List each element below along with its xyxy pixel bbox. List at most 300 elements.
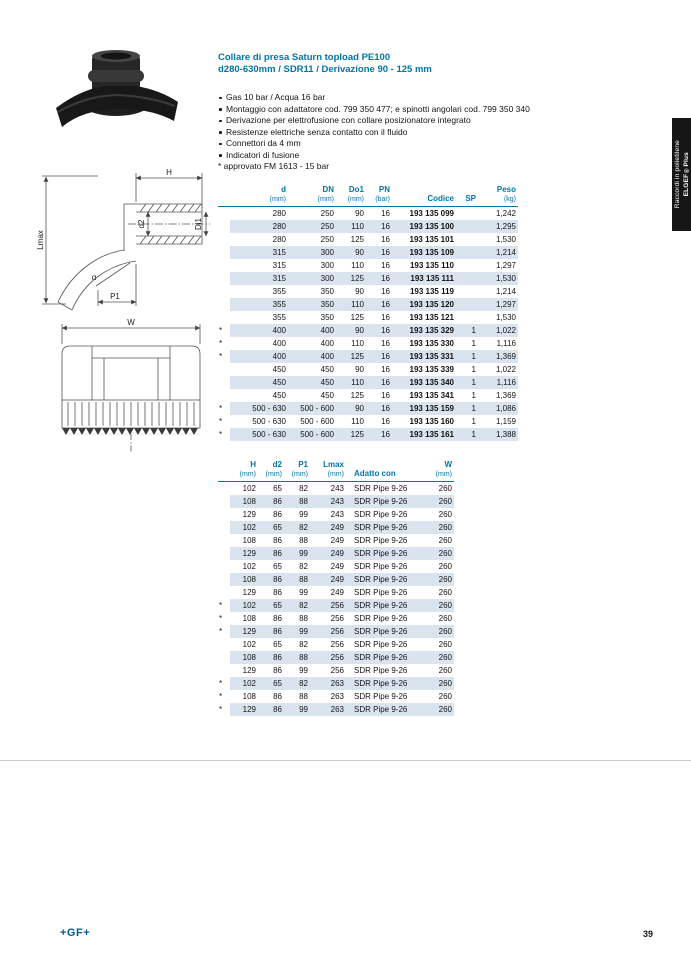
cell-d: 280 (272, 209, 286, 218)
cell-pn: 16 (381, 287, 390, 296)
cell-d2: 86 (273, 614, 282, 623)
column-header-lmax: Lmax (mm) (310, 460, 346, 482)
cell-adatto-con: SDR Pipe 9-26 (346, 573, 424, 586)
cell-do1: 90 (336, 402, 366, 415)
cell-p1: 99 (299, 588, 308, 597)
table-row (218, 612, 454, 625)
dimension-label-h: H (166, 168, 172, 177)
cell-d2: 86 (273, 510, 282, 519)
cell-codice: 193 135 161 (392, 428, 456, 441)
cell-w: 260 (424, 651, 454, 664)
cell-sp: 1 (456, 402, 478, 415)
cell-lmax: 263 (330, 692, 344, 701)
cell-fm-star: * (219, 614, 223, 623)
cell-dn: 300 (320, 261, 334, 270)
feature-list (218, 92, 673, 173)
cell-p1: 99 (284, 703, 310, 716)
cell-w: 260 (438, 692, 452, 701)
cell-peso: 1,388 (478, 428, 518, 441)
cell-h: 108 (242, 536, 256, 545)
cell-w: 260 (438, 588, 452, 597)
cell-fm-star (218, 246, 230, 259)
table-row (218, 428, 518, 441)
cell-adatto-con: SDR Pipe 9-26 (354, 640, 408, 649)
cell-p1: 99 (284, 625, 310, 638)
cell-pn: 16 (381, 391, 390, 400)
cell-adatto-con: SDR Pipe 9-26 (346, 495, 424, 508)
cell-pn: 16 (366, 324, 392, 337)
cell-codice: 193 135 331 (392, 350, 456, 363)
column-header-pn: PN (bar) (366, 185, 392, 207)
fm-approval-note: * approvato FM 1613 - 15 bar (218, 161, 330, 171)
cell-d: 315 (272, 261, 286, 270)
bullet-icon (219, 120, 222, 123)
feature-item (218, 115, 673, 127)
cell-d: 450 (272, 391, 286, 400)
cell-fm-star: * (219, 692, 223, 701)
side-tab-category-label: Raccordi in polietilene (673, 140, 681, 209)
cell-adatto-con: SDR Pipe 9-26 (354, 588, 408, 597)
cell-w: 260 (438, 510, 452, 519)
cell-pn: 16 (381, 209, 390, 218)
cell-fm-star (218, 298, 230, 311)
cell-adatto-con: SDR Pipe 9-26 (354, 484, 408, 493)
side-tab-product-line-label: ELGEF®Plus (682, 152, 690, 197)
cell-fm-star: * (218, 402, 230, 415)
cell-d: 355 (272, 313, 286, 322)
column-header-do1: Do1 (mm) (336, 185, 366, 207)
cell-w: 260 (424, 495, 454, 508)
table-row (218, 311, 518, 324)
cell-fm-star (218, 586, 230, 599)
cell-do1: 110 (336, 298, 366, 311)
cell-p1: 82 (299, 640, 308, 649)
cell-w: 260 (438, 666, 452, 675)
bullet-icon (219, 97, 222, 100)
cell-dn: 500 - 600 (300, 417, 334, 426)
cell-sp (456, 259, 478, 272)
bullet-icon (219, 131, 222, 134)
cell-dn: 350 (320, 313, 334, 322)
table-row (218, 625, 454, 638)
cell-pn: 16 (366, 428, 392, 441)
cell-d2: 65 (273, 640, 282, 649)
cell-pn: 16 (381, 365, 390, 374)
column-header-d: d (mm) (230, 185, 288, 207)
cell-adatto-con: SDR Pipe 9-26 (354, 562, 408, 571)
dimension-label-di1: Di1 (194, 217, 203, 231)
cell-sp: 1 (456, 350, 478, 363)
product-photo (52, 46, 182, 143)
feature-item (218, 138, 673, 150)
cell-d2: 65 (273, 562, 282, 571)
cell-h: 129 (230, 547, 258, 560)
cell-adatto-con: SDR Pipe 9-26 (354, 536, 408, 545)
table-row (218, 573, 454, 586)
cell-d: 355 (230, 298, 288, 311)
spec-table-installation (218, 460, 454, 716)
column-header-codice: Codice (392, 185, 456, 207)
cell-fm-star: * (218, 703, 230, 716)
table-row (218, 677, 454, 690)
cell-h: 108 (230, 495, 258, 508)
cell-codice: 193 135 330 (409, 339, 454, 348)
cell-p1: 88 (299, 536, 308, 545)
cell-pn: 16 (381, 235, 390, 244)
cell-codice: 193 135 121 (409, 313, 454, 322)
cell-d: 450 (230, 376, 288, 389)
cell-fm-star: * (218, 625, 230, 638)
cell-codice: 193 135 110 (409, 261, 454, 270)
table-row (218, 298, 518, 311)
cell-dn: 350 (320, 287, 334, 296)
cell-dn: 300 (288, 272, 336, 285)
feature-item (218, 104, 673, 116)
cell-adatto-con: SDR Pipe 9-26 (346, 599, 424, 612)
technical-drawing-front (56, 318, 206, 460)
cell-d: 280 (230, 220, 288, 233)
cell-h: 129 (230, 625, 258, 638)
cell-do1: 90 (355, 209, 364, 218)
cell-adatto-con: SDR Pipe 9-26 (354, 510, 408, 519)
feature-item (218, 92, 673, 104)
cell-peso: 1,530 (478, 272, 518, 285)
cell-w: 260 (438, 640, 452, 649)
cell-d: 315 (230, 272, 288, 285)
cell-h: 129 (242, 510, 256, 519)
cell-dn: 450 (320, 391, 334, 400)
table-row (218, 272, 518, 285)
cell-adatto-con: SDR Pipe 9-26 (354, 692, 408, 701)
cell-w: 260 (424, 625, 454, 638)
cell-do1: 125 (336, 428, 366, 441)
cell-h: 108 (230, 651, 258, 664)
feature-text: Derivazione per elettrofusione con collare posizionatore integrato (226, 115, 471, 125)
cell-peso: 1,116 (478, 376, 518, 389)
column-header-w: W (mm) (424, 460, 454, 482)
cell-do1: 125 (350, 235, 364, 244)
cell-codice: 193 135 339 (409, 365, 454, 374)
cell-do1: 90 (355, 365, 364, 374)
cell-lmax: 263 (310, 677, 346, 690)
cell-codice: 193 135 111 (392, 272, 456, 285)
cell-peso: 1,086 (478, 402, 518, 415)
cell-do1: 125 (350, 313, 364, 322)
table-row (218, 521, 454, 534)
cell-fm-star (218, 207, 230, 221)
cell-peso: 1,297 (478, 298, 518, 311)
table-row (218, 547, 454, 560)
cell-h: 108 (242, 692, 256, 701)
cell-p1: 99 (299, 666, 308, 675)
dimension-label-lmax: Lmax (36, 230, 45, 250)
table-row (218, 220, 518, 233)
cell-sp: 1 (456, 324, 478, 337)
cell-fm-star (218, 259, 230, 272)
cell-sp: 1 (471, 339, 476, 348)
cell-h: 129 (242, 588, 256, 597)
cell-codice: 193 135 341 (409, 391, 454, 400)
cell-h: 102 (230, 677, 258, 690)
table-row (218, 324, 518, 337)
cell-sp (456, 285, 478, 298)
cell-h: 102 (242, 484, 256, 493)
cell-do1: 110 (351, 339, 364, 348)
cell-lmax: 256 (310, 599, 346, 612)
table-row (218, 495, 454, 508)
cell-codice: 193 135 109 (392, 246, 456, 259)
table-row (218, 233, 518, 246)
cell-sp (456, 246, 478, 259)
cell-w: 260 (424, 547, 454, 560)
cell-pn: 16 (366, 376, 392, 389)
cell-lmax: 256 (330, 666, 344, 675)
cell-do1: 90 (355, 287, 364, 296)
cell-lmax: 263 (310, 703, 346, 716)
cell-fm-star (218, 311, 230, 324)
cell-h: 102 (242, 640, 256, 649)
cell-do1: 110 (336, 376, 366, 389)
title-line-2: d280-630mm / SDR11 / Derivazione 90 - 125 mm (218, 64, 432, 75)
cell-peso: 1,022 (478, 324, 518, 337)
cell-codice: 193 135 120 (392, 298, 456, 311)
table-row (218, 586, 454, 599)
cell-fm-star (218, 573, 230, 586)
cell-adatto-con: SDR Pipe 9-26 (346, 677, 424, 690)
cell-codice: 193 135 340 (392, 376, 456, 389)
dimension-label-p1: P1 (110, 292, 120, 301)
feature-text: Montaggio con adattatore cod. 799 350 477; e spinotti angolari cod. 799 350 340 (226, 103, 530, 114)
cell-d: 500 - 630 (252, 417, 286, 426)
table-row (218, 508, 454, 521)
table-row (218, 337, 518, 350)
cell-do1: 110 (336, 220, 366, 233)
column-header-d2: d2 (mm) (258, 460, 284, 482)
footer-divider (0, 760, 691, 761)
cell-d2: 86 (258, 625, 284, 638)
cell-d2: 86 (273, 536, 282, 545)
cell-sp (456, 233, 478, 246)
page-number: 39 (642, 929, 653, 939)
bullet-icon (219, 143, 222, 146)
cell-d2: 65 (258, 521, 284, 534)
cell-w: 260 (424, 677, 454, 690)
cell-peso: 1,297 (495, 261, 516, 270)
cell-sp (456, 298, 478, 311)
table-row (218, 703, 454, 716)
cell-do1: 90 (336, 324, 366, 337)
cell-lmax: 256 (310, 651, 346, 664)
cell-sp (456, 311, 478, 324)
cell-pn: 16 (366, 350, 392, 363)
cell-d: 355 (272, 287, 286, 296)
cell-lmax: 249 (310, 573, 346, 586)
table-row (218, 285, 518, 298)
cell-peso: 1,530 (495, 313, 516, 322)
cell-sp: 1 (471, 417, 476, 426)
feature-text: Resistenze elettriche senza contatto con il fluido (226, 126, 408, 137)
cell-fm-star: * (219, 417, 223, 426)
cell-h: 102 (230, 599, 258, 612)
cell-fm-star: * (218, 324, 230, 337)
cell-d: 315 (230, 246, 288, 259)
dimension-label-alpha: α (91, 273, 97, 282)
cell-codice: 193 135 160 (409, 417, 454, 426)
cell-d: 400 (230, 324, 288, 337)
table-row (218, 534, 454, 547)
side-tab (672, 118, 691, 231)
cell-fm-star (218, 376, 230, 389)
cell-codice: 193 135 159 (392, 402, 456, 415)
cell-sp: 1 (456, 376, 478, 389)
bullet-icon (219, 154, 222, 157)
cell-h: 129 (230, 703, 258, 716)
cell-w: 260 (438, 536, 452, 545)
cell-fm-star (218, 285, 230, 298)
cell-d: 400 (230, 350, 288, 363)
cell-dn: 250 (320, 235, 334, 244)
cell-p1: 99 (299, 510, 308, 519)
cell-lmax: 249 (330, 588, 344, 597)
cell-lmax: 249 (330, 536, 344, 545)
cell-fm-star (218, 482, 230, 496)
cell-lmax: 243 (330, 484, 344, 493)
cell-d2: 86 (258, 495, 284, 508)
cell-peso: 1,369 (495, 391, 516, 400)
table-row (218, 376, 518, 389)
table-row (218, 389, 518, 402)
cell-dn: 400 (288, 350, 336, 363)
cell-codice: 193 135 101 (409, 235, 454, 244)
table-row (218, 402, 518, 415)
cell-dn: 400 (288, 324, 336, 337)
cell-d: 400 (272, 339, 286, 348)
cell-pn: 16 (381, 261, 390, 270)
table-row (218, 482, 454, 496)
cell-p1: 82 (299, 484, 308, 493)
column-header-star (218, 185, 230, 207)
table-header-row (218, 185, 518, 207)
cell-pn: 16 (366, 298, 392, 311)
cell-h: 108 (242, 614, 256, 623)
cell-adatto-con: SDR Pipe 9-26 (346, 703, 424, 716)
cell-pn: 16 (366, 272, 392, 285)
cell-pn: 16 (381, 417, 390, 426)
cell-w: 260 (424, 521, 454, 534)
technical-drawing-section (36, 164, 212, 314)
cell-dn: 350 (288, 298, 336, 311)
cell-lmax: 249 (330, 562, 344, 571)
table-row (218, 599, 454, 612)
cell-w: 260 (438, 562, 452, 571)
cell-sp: 1 (456, 428, 478, 441)
cell-d: 450 (272, 365, 286, 374)
cell-p1: 82 (284, 677, 310, 690)
cell-p1: 82 (284, 521, 310, 534)
title-line-1: Collare di presa Saturn topload PE100 (218, 52, 391, 63)
cell-d2: 86 (273, 666, 282, 675)
cell-dn: 500 - 600 (288, 428, 336, 441)
cell-dn: 500 - 600 (288, 402, 336, 415)
table-row (218, 415, 518, 428)
table-row (218, 690, 454, 703)
cell-fm-star (218, 521, 230, 534)
cell-d2: 86 (273, 588, 282, 597)
cell-sp: 1 (471, 365, 476, 374)
cell-do1: 90 (336, 246, 366, 259)
cell-adatto-con: SDR Pipe 9-26 (354, 666, 408, 675)
cell-do1: 125 (336, 350, 366, 363)
dimension-label-w: W (127, 318, 135, 327)
cell-do1: 125 (350, 391, 364, 400)
cell-lmax: 256 (310, 625, 346, 638)
table-row (218, 651, 454, 664)
cell-h: 102 (242, 562, 256, 571)
column-header-adatto-con: Adatto con (346, 460, 424, 482)
cell-dn: 250 (288, 220, 336, 233)
cell-adatto-con: SDR Pipe 9-26 (346, 651, 424, 664)
feature-item (218, 150, 673, 162)
cell-codice: 193 135 119 (409, 287, 454, 296)
gf-logo: +GF+ (60, 927, 91, 939)
cell-adatto-con: SDR Pipe 9-26 (346, 625, 424, 638)
cell-peso: 1,530 (495, 235, 516, 244)
cell-p1: 88 (284, 651, 310, 664)
cell-d: 500 - 630 (230, 402, 288, 415)
column-header-h: H (mm) (230, 460, 258, 482)
column-header-star (218, 460, 230, 482)
cell-d2: 65 (258, 599, 284, 612)
cell-fm-star (218, 651, 230, 664)
cell-dn: 250 (320, 209, 334, 218)
cell-dn: 300 (288, 246, 336, 259)
cell-h: 108 (230, 573, 258, 586)
cell-fm-star (218, 220, 230, 233)
cell-fm-star (218, 389, 230, 402)
cell-fm-star: * (219, 339, 223, 348)
cell-fm-star (218, 534, 230, 547)
feature-text: Connettori da 4 mm (226, 138, 301, 148)
cell-d2: 86 (258, 703, 284, 716)
cell-p1: 88 (299, 692, 308, 701)
feature-text: Gas 10 bar / Acqua 16 bar (226, 92, 326, 102)
cell-fm-star (218, 272, 230, 285)
cell-fm-star (218, 508, 230, 521)
cell-h: 129 (242, 666, 256, 675)
table-row (218, 638, 454, 651)
cell-adatto-con: SDR Pipe 9-26 (346, 547, 424, 560)
spec-table-codes (218, 185, 518, 441)
table-row (218, 246, 518, 259)
cell-fm-star (218, 664, 230, 677)
table-row (218, 560, 454, 573)
cell-peso: 1,369 (478, 350, 518, 363)
cell-adatto-con: SDR Pipe 9-26 (354, 614, 408, 623)
cell-d: 280 (272, 235, 286, 244)
cell-fm-star (218, 363, 230, 376)
cell-lmax: 243 (310, 495, 346, 508)
cell-sp (456, 220, 478, 233)
table-row (218, 259, 518, 272)
cell-lmax: 256 (330, 640, 344, 649)
cell-pn: 16 (366, 246, 392, 259)
cell-lmax: 243 (330, 510, 344, 519)
cell-pn: 16 (381, 339, 390, 348)
cell-peso: 1,159 (495, 417, 516, 426)
cell-p1: 82 (284, 599, 310, 612)
cell-do1: 110 (351, 417, 364, 426)
cell-w: 260 (424, 703, 454, 716)
